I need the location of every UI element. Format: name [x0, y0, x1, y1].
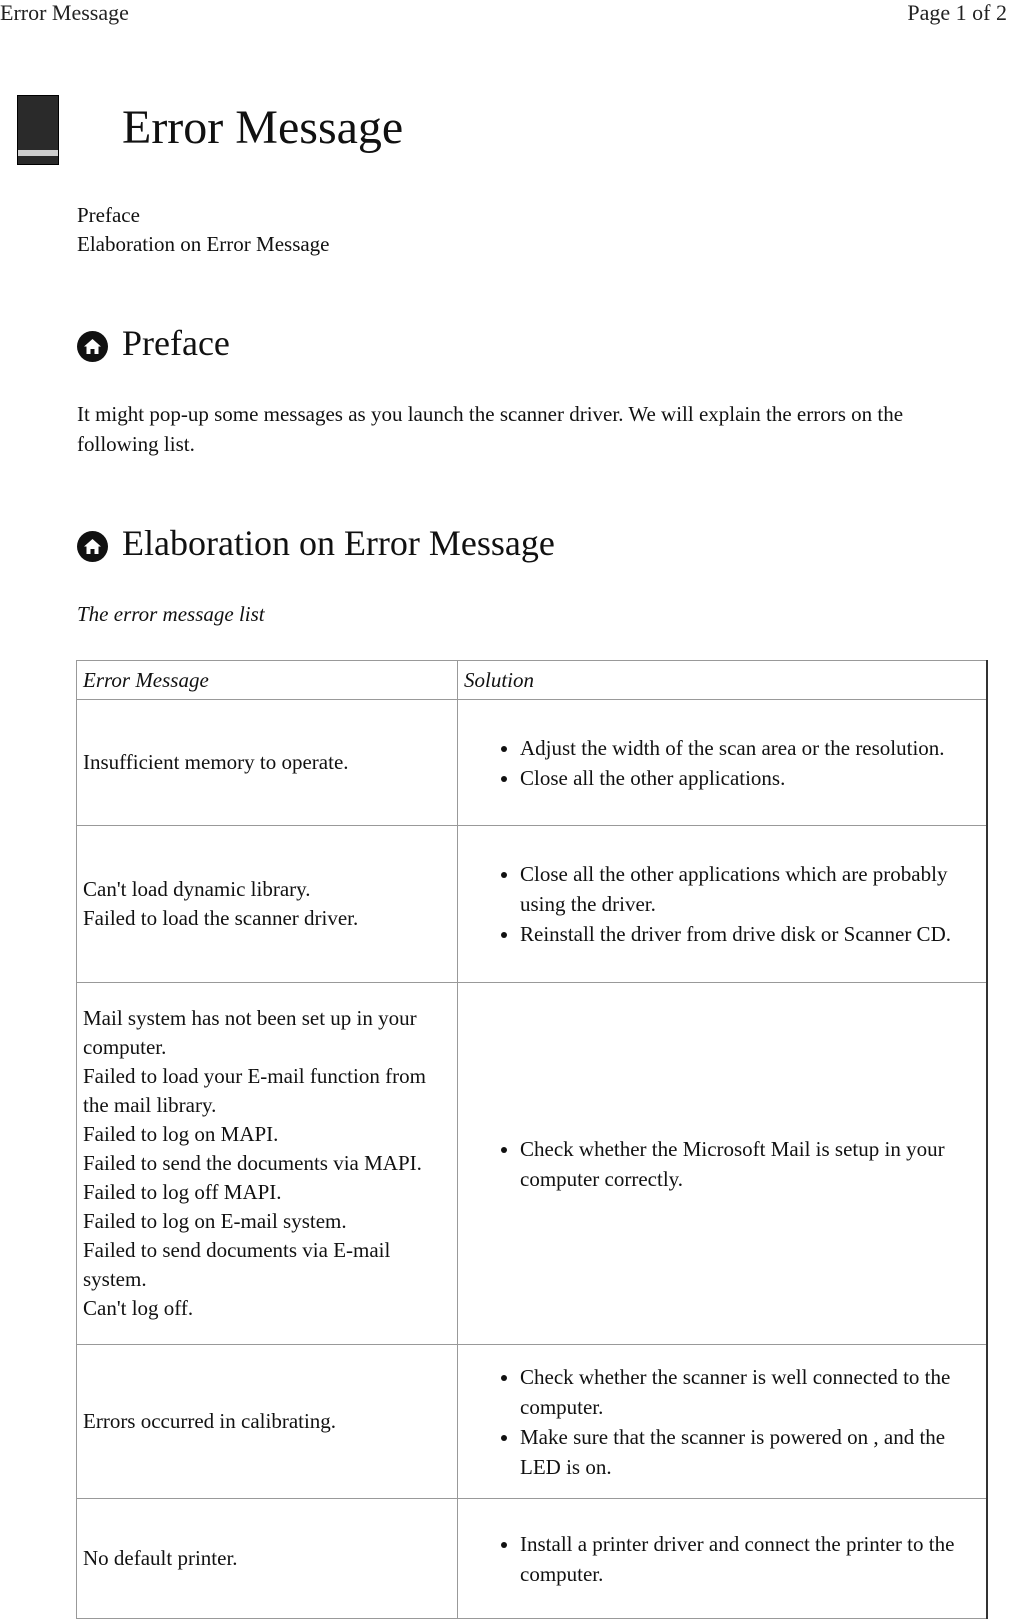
error-message: Can't load dynamic library.: [83, 877, 311, 901]
solution-item: • Make sure that the scanner is powered on , and the LED is on.: [520, 1422, 980, 1482]
error-message: Failed to send documents via E-mail system.: [83, 1238, 391, 1291]
section-elaboration-heading: [77, 522, 555, 564]
error-message: Failed to log off MAPI.: [83, 1180, 282, 1204]
solution-cell: [458, 1499, 988, 1619]
error-message: Can't log off.: [83, 1296, 194, 1320]
solution-item: • Close all the other applications.: [520, 763, 980, 793]
error-message-table: [76, 660, 988, 1619]
error-message: Insufficient memory to operate.: [83, 750, 349, 774]
error-message: No default printer.: [83, 1546, 238, 1570]
page-header-title: Error Message: [0, 0, 129, 25]
solution-item: • Check whether the scanner is well connected to the computer.: [520, 1362, 980, 1422]
page-number: Page 1 of 2: [907, 0, 1007, 25]
error-message: Failed to send the documents via MAPI.: [83, 1151, 422, 1175]
home-icon[interactable]: [77, 531, 108, 562]
error-message-cell: [77, 1345, 458, 1499]
home-icon[interactable]: [77, 331, 108, 362]
error-message: Failed to log on MAPI.: [83, 1122, 279, 1146]
solution-item: • Install a printer driver and connect the printer to the computer.: [520, 1529, 980, 1589]
table-row: [77, 1345, 988, 1499]
column-header-solution: Solution: [458, 661, 988, 700]
table-of-contents: [77, 201, 330, 259]
document-icon: [17, 95, 59, 165]
error-message: Failed to log on E-mail system.: [83, 1209, 347, 1233]
solution-item: • Adjust the width of the scan area or the resolution.: [520, 733, 980, 763]
table-row: [77, 700, 988, 826]
solution-cell: [458, 826, 988, 983]
section-title-elaboration: Elaboration on Error Message: [122, 523, 555, 563]
error-message: Mail system has not been set up in your computer.: [83, 1006, 417, 1059]
error-message-cell: [77, 826, 458, 983]
table-row: [77, 826, 988, 983]
error-message: Failed to load your E-mail function from the mail library.: [83, 1064, 426, 1117]
solution-item: • Close all the other applications which are probably using the driver.: [520, 859, 980, 919]
table-row: [77, 983, 988, 1345]
page-title: Error Message: [122, 101, 404, 154]
solution-item: • Check whether the Microsoft Mail is setup in your computer correctly.: [520, 1134, 980, 1194]
section-preface-heading: [77, 322, 230, 364]
solution-cell: [458, 983, 988, 1345]
table-caption: The error message list: [77, 602, 265, 626]
error-message-cell: [77, 1499, 458, 1619]
toc-link-preface[interactable]: Preface: [77, 203, 140, 227]
column-header-error-message: Error Message: [77, 661, 458, 700]
error-message-cell: [77, 983, 458, 1345]
error-message: Failed to load the scanner driver.: [83, 906, 359, 930]
solution-item: • Reinstall the driver from drive disk or Scanner CD.: [520, 919, 980, 949]
solution-cell: [458, 1345, 988, 1499]
table-row: [77, 1499, 988, 1619]
solution-cell: [458, 700, 988, 826]
table-header-row: [77, 661, 988, 700]
preface-text: It might pop-up some messages as you launch the scanner driver. We will explain the errors on the following list.: [77, 402, 904, 456]
toc-link-elaboration[interactable]: Elaboration on Error Message: [77, 232, 330, 256]
error-message-cell: [77, 700, 458, 826]
error-message: Errors occurred in calibrating.: [83, 1409, 337, 1433]
section-title-preface: Preface: [122, 323, 230, 363]
